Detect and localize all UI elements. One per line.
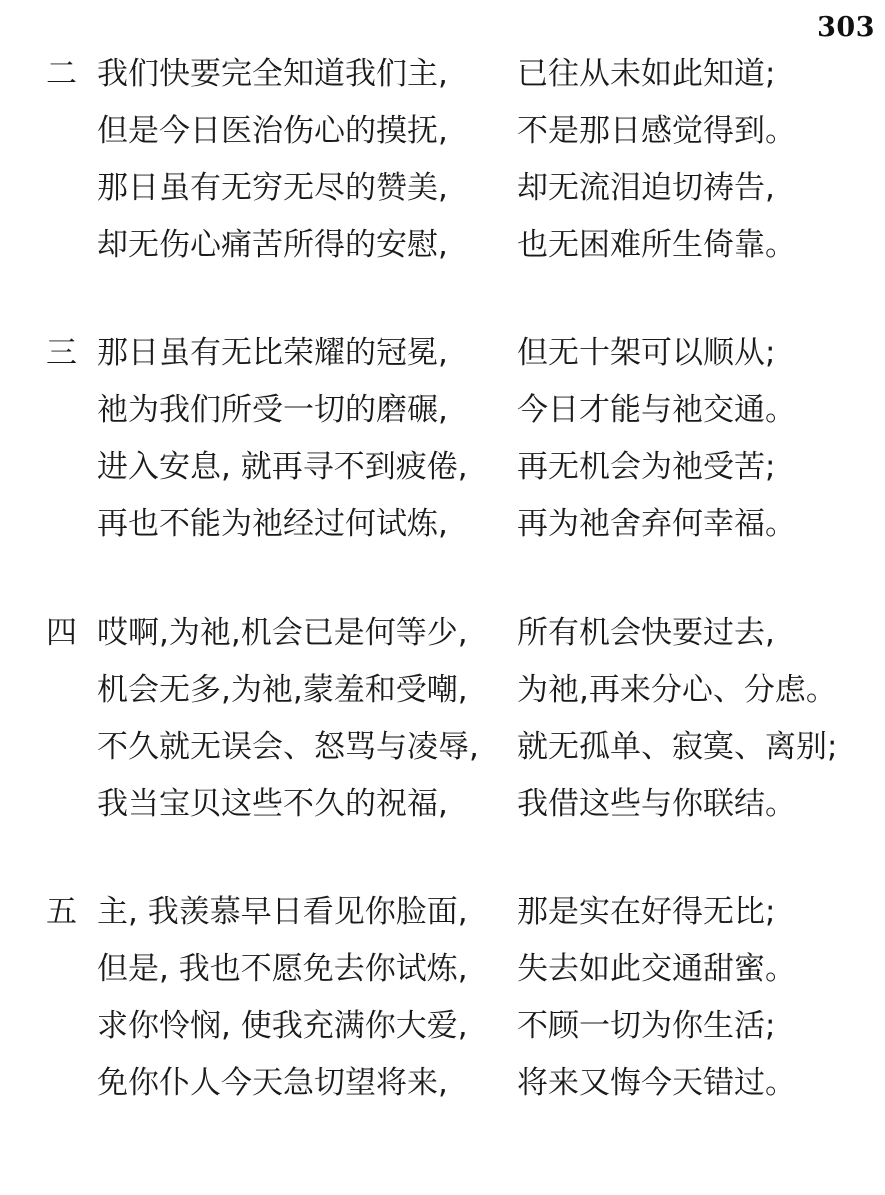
verse-line bbox=[0, 949, 885, 1006]
verse-line bbox=[0, 225, 885, 282]
verse-line bbox=[0, 670, 885, 727]
verse-line bbox=[0, 784, 885, 841]
verse-line-left: 哎啊,为祂,机会已是何等少, bbox=[97, 615, 468, 651]
verse-line-right: 但无十架可以顺从; bbox=[517, 335, 776, 371]
verse-line bbox=[0, 892, 885, 949]
verse-line-right: 将来又悔今天错过。 bbox=[517, 1065, 796, 1101]
verse-line-right: 却无流泪迫切祷告, bbox=[517, 170, 775, 206]
stanza-number: 四 bbox=[46, 615, 77, 651]
verse-line bbox=[0, 1006, 885, 1063]
verse-line-right: 为祂,再来分心、分虑。 bbox=[517, 672, 837, 708]
verse-line-right: 不是那日感觉得到。 bbox=[517, 113, 796, 149]
verse-line bbox=[0, 727, 885, 784]
verse-line-right: 已往从未如此知道; bbox=[517, 56, 776, 92]
stanza-2 bbox=[0, 54, 885, 282]
verse-line-left: 那日虽有无比荣耀的冠冕, bbox=[97, 335, 448, 371]
verse-line-left: 求你怜悯, 使我充满你大爱, bbox=[97, 1008, 468, 1044]
verse-line-left: 但是, 我也不愿免去你试炼, bbox=[97, 951, 468, 987]
verse-line-right: 就无孤单、寂寞、离别; bbox=[517, 729, 838, 765]
page-number: 303 bbox=[817, 12, 875, 43]
verse-line-right: 失去如此交通甜蜜。 bbox=[517, 951, 796, 987]
verse-line-right: 今日才能与祂交通。 bbox=[517, 392, 796, 428]
verse-line-left: 主, 我羡慕早日看见你脸面, bbox=[97, 894, 468, 930]
verse-line-left: 但是今日医治伤心的摸抚, bbox=[97, 113, 448, 149]
verse-line-left: 不久就无误会、怒骂与凌辱, bbox=[97, 729, 479, 765]
stanza-3 bbox=[0, 333, 885, 561]
verse-line-left: 祂为我们所受一切的磨碾, bbox=[97, 392, 448, 428]
verse-line-right: 那是实在好得无比; bbox=[517, 894, 776, 930]
stanza-5 bbox=[0, 892, 885, 1120]
verse-line bbox=[0, 333, 885, 390]
verse-line bbox=[0, 390, 885, 447]
verse-line-right: 我借这些与你联结。 bbox=[517, 786, 796, 822]
stanza-number: 三 bbox=[46, 335, 77, 371]
stanza-4 bbox=[0, 613, 885, 841]
verse-line bbox=[0, 1063, 885, 1120]
verse-line bbox=[0, 111, 885, 168]
stanza-number: 五 bbox=[46, 894, 77, 930]
verse-line bbox=[0, 447, 885, 504]
verse-line-left: 我们快要完全知道我们主, bbox=[97, 56, 448, 92]
verse-line-left: 免你仆人今天急切望将来, bbox=[97, 1065, 448, 1101]
verse-line-right: 再无机会为祂受苦; bbox=[517, 449, 776, 485]
verse-line-left: 机会无多,为祂,蒙羞和受嘲, bbox=[97, 672, 468, 708]
stanza-number: 二 bbox=[46, 56, 77, 92]
verse-line-left: 再也不能为祂经过何试炼, bbox=[97, 506, 448, 542]
verse-line bbox=[0, 504, 885, 561]
verse-line bbox=[0, 168, 885, 225]
verse-line-right: 不顾一切为你生活; bbox=[517, 1008, 776, 1044]
verse-line bbox=[0, 613, 885, 670]
verse-line-right: 所有机会快要过去, bbox=[517, 615, 775, 651]
verse-line-right: 再为祂舍弃何幸福。 bbox=[517, 506, 796, 542]
verse-line-left: 却无伤心痛苦所得的安慰, bbox=[97, 227, 448, 263]
verse-line-left: 进入安息, 就再寻不到疲倦, bbox=[97, 449, 468, 485]
verse-line-left: 我当宝贝这些不久的祝福, bbox=[97, 786, 448, 822]
verse-line bbox=[0, 54, 885, 111]
verse-line-left: 那日虽有无穷无尽的赞美, bbox=[97, 170, 448, 206]
verse-line-right: 也无困难所生倚靠。 bbox=[517, 227, 796, 263]
